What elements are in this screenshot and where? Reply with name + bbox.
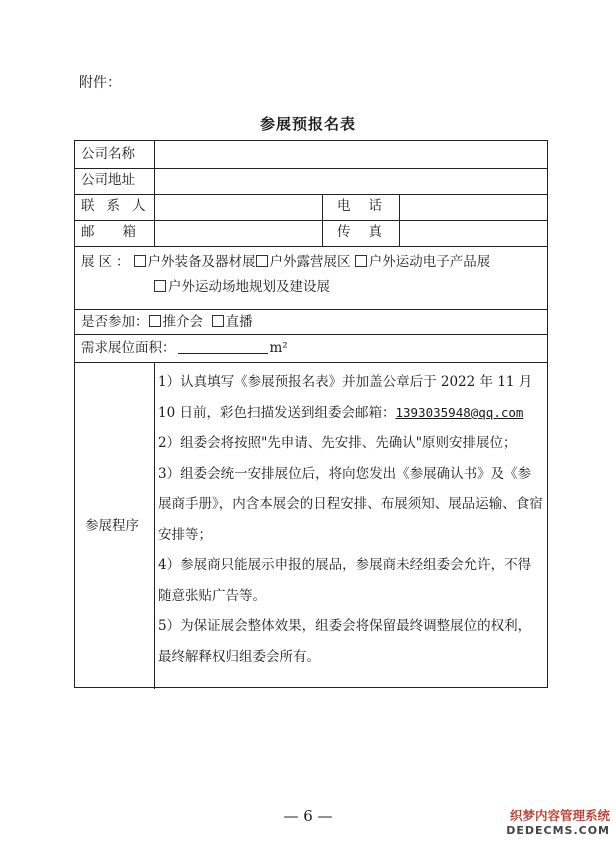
procedure-item-3: 3）组委会统一安排展位后，将向您发出《参展确认书》及《参展商手册》，内含本展会的日程安排、布展须知、展品运输、食宿安排等； bbox=[158, 465, 543, 543]
booth-area-row bbox=[81, 339, 288, 357]
procedure-item-1 bbox=[158, 367, 544, 428]
watermark-line-1: 织梦内容管理系统 bbox=[509, 808, 610, 823]
exhibit-area-second-line bbox=[154, 278, 330, 296]
checkbox-venue-planning[interactable] bbox=[154, 280, 166, 292]
postal-label: 邮箱 bbox=[81, 224, 164, 240]
booth-area-unit: m² bbox=[269, 340, 288, 356]
option-promotion: 推介会 bbox=[162, 314, 203, 330]
company-address-label: 公司地址 bbox=[81, 172, 135, 188]
procedure-item-1-text: 1）认真填写《参展预报名表》并加盖公章后于 2022 年 11 月 10 日前，彩色扫描发送到组委会邮箱： bbox=[158, 374, 533, 421]
checkbox-outdoor-equipment[interactable] bbox=[134, 255, 146, 267]
option-livestream: 直播 bbox=[225, 314, 253, 330]
registration-form-table bbox=[74, 140, 548, 688]
procedure-item-4: 4）参展商只能展示申报的展品，参展商未经组委会允许，不得随意张贴广告等。 bbox=[158, 557, 532, 604]
organizer-email-link[interactable]: 1393035948@qq.com bbox=[395, 404, 524, 420]
exhibit-area-label bbox=[81, 253, 490, 271]
phone-label: 电话 bbox=[337, 198, 400, 214]
page-number: — 6 — bbox=[283, 807, 333, 825]
procedure-item-5: 5）为保证展会整体效果，组委会将保留最终调整展位的权利，最终解释权归组委会所有。 bbox=[158, 618, 532, 665]
procedure-item-2: 2）组委会将按照"先申请、先安排、先确认"原则安排展位； bbox=[158, 435, 517, 451]
option-outdoor-equipment: 户外装备及器材展 bbox=[147, 254, 256, 270]
checkbox-camping-area[interactable] bbox=[256, 255, 268, 267]
checkbox-electronics[interactable] bbox=[355, 255, 367, 267]
phone-field[interactable] bbox=[402, 195, 545, 217]
form-title: 参展预报名表 bbox=[259, 115, 356, 133]
option-electronics: 户外运动电子产品展 bbox=[368, 254, 491, 270]
exhibit-area-label-text: 展区： bbox=[81, 254, 134, 270]
attachment-label: 附件： bbox=[79, 75, 121, 91]
company-name-field[interactable] bbox=[157, 143, 545, 165]
fax-label: 传真 bbox=[337, 224, 400, 240]
participation-row bbox=[81, 313, 253, 331]
watermark-line-2: DEDECMS.COM bbox=[506, 824, 610, 837]
procedure-content bbox=[158, 367, 544, 672]
procedure-label: 参展程序 bbox=[85, 518, 139, 534]
option-camping-area: 户外露营展区 bbox=[269, 254, 351, 270]
contact-person-field[interactable] bbox=[157, 195, 319, 217]
company-address-field[interactable] bbox=[157, 169, 545, 191]
company-name-label: 公司名称 bbox=[81, 146, 135, 162]
contact-person-label: 联系人 bbox=[81, 198, 158, 214]
fax-field[interactable] bbox=[402, 221, 545, 243]
option-venue-planning: 户外运动场地规划及建设展 bbox=[168, 279, 330, 295]
watermark bbox=[506, 806, 610, 837]
checkbox-promotion[interactable] bbox=[149, 315, 161, 327]
booth-area-field[interactable] bbox=[178, 341, 268, 354]
booth-area-label: 需求展位面积： bbox=[81, 340, 176, 356]
postal-field[interactable] bbox=[157, 221, 319, 243]
checkbox-livestream[interactable] bbox=[212, 315, 224, 327]
participation-label: 是否参加： bbox=[81, 314, 149, 330]
